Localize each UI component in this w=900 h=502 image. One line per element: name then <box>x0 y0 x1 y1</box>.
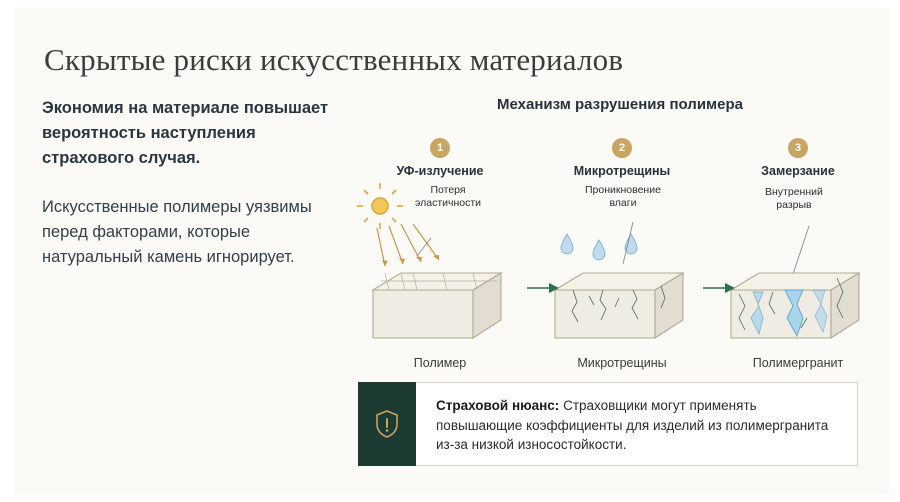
stage-3-badge: 3 <box>788 138 808 158</box>
stage-3-annotation-line2: разрыв <box>776 199 812 211</box>
stage-3-label: Замерзание <box>761 164 835 178</box>
flow-arrow-2-icon <box>703 281 737 295</box>
shield-warning-icon <box>375 410 399 438</box>
callout-body: Страховщики могут применять повышающие коэффициенты для изделий из полимергранита из-за низкой износостойкости. <box>436 398 829 452</box>
degradation-diagram <box>355 96 885 371</box>
stage-2-caption: Микротрещины <box>577 356 667 370</box>
stage-3-caption: Полимергранит <box>752 356 844 370</box>
slide-left-margin <box>0 0 14 502</box>
flow-arrow-1-icon <box>527 281 561 295</box>
paragraph-savings-risk: Экономия на материале повышает вероятность наступления страхового случая. <box>42 99 329 167</box>
stage-1-label: УФ-излучение <box>396 164 484 178</box>
paragraph-polymer-vulnerability: Искусственные полимеры уязвимы перед факторами, которые натуральный камень игнорирует. <box>42 198 312 266</box>
stage-1-annotation-line1: Потеря <box>430 184 466 196</box>
stage-1-annotation <box>415 184 481 210</box>
page-title: Скрытые риски искусственных материалов <box>44 42 624 77</box>
diagram-stage-3 <box>713 138 883 368</box>
slide-top-margin <box>0 0 900 8</box>
stage-2-label: Микротрещины <box>573 164 671 178</box>
stage-1-badge: 1 <box>430 138 450 158</box>
stage-1-caption: Полимер <box>413 356 467 370</box>
slide-right-margin <box>890 0 900 502</box>
callout-heading: Страховой нюанс: <box>436 398 560 413</box>
stage-2-annotation-line1: Проникновение <box>585 184 661 196</box>
stage-2-annotation-line2: влаги <box>609 197 637 209</box>
diagram-stage-2 <box>537 138 707 368</box>
diagram-stage-1 <box>355 138 525 368</box>
stage-1-annotation-line2: эластичности <box>415 197 482 209</box>
body-text-column <box>42 96 352 294</box>
diagram-title: Механизм разрушения полимера <box>497 96 743 113</box>
slide-bottom-margin <box>0 494 900 502</box>
stage-3-annotation <box>765 186 823 212</box>
stage-3-annotation-line1: Внутренний <box>765 186 823 198</box>
callout-text <box>436 396 836 455</box>
stage-2-badge: 2 <box>612 138 632 158</box>
stage-2-annotation <box>585 184 661 210</box>
